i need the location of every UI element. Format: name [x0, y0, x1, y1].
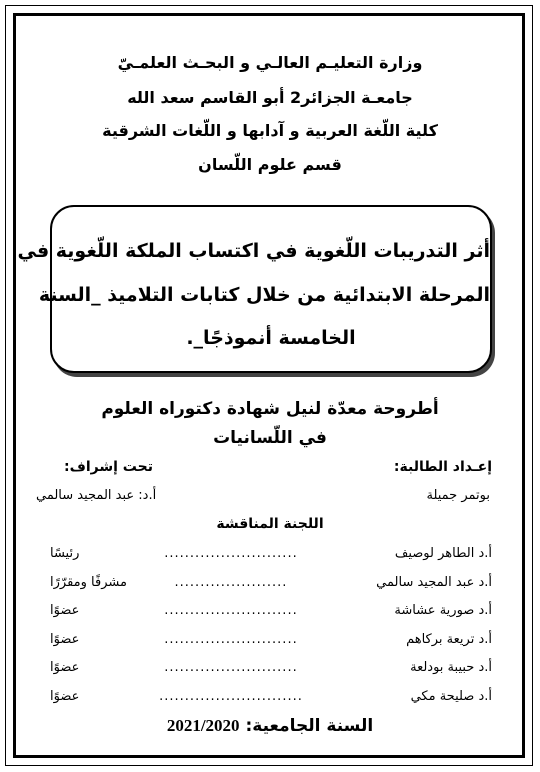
- committee-member-row: [50, 632, 492, 652]
- thesis-purpose: أطروحة معدّة لنيل شهادة دكتوراه العلوم: [101, 399, 439, 419]
- academic-year-label: السنة الجامعية:: [245, 716, 374, 736]
- committee-member-row: [50, 660, 492, 680]
- member-dots: ......................: [174, 575, 288, 590]
- academic-year-value: 2021/2020: [166, 716, 240, 735]
- department-name: قسم علوم اللّسان: [198, 155, 342, 174]
- student-name: بوتمر جميلة: [426, 488, 490, 503]
- member-role: عضوًا: [50, 689, 80, 704]
- thesis-title-line-3: الخامسة أنموذجًا_.: [186, 327, 356, 349]
- member-dots: ..........................: [164, 632, 298, 647]
- ministry-name: وزارة التعليـم العالـي و البحـث العلمـيّ: [117, 53, 423, 72]
- thesis-title-line-1: أثر التدريبات اللّغوية في اكتساب الملكة اللّغوية في: [17, 240, 490, 262]
- committee-member-row: [50, 546, 492, 566]
- supervisor-name: أ.د: عبد المجيد سالمي: [36, 488, 157, 503]
- faculty-name: كلية اللّغة العربية و آدابها و اللّغات الشرقية: [102, 121, 438, 140]
- member-name: أ.د صليحة مكي: [410, 689, 492, 704]
- member-name: أ.د صورية عشاشة: [394, 603, 492, 618]
- member-role: عضوًا: [50, 660, 80, 675]
- supervisor-label: تحت إشراف:: [64, 459, 153, 475]
- academic-year: [0, 716, 540, 736]
- university-name: جامعـة الجزائر2 أبو القاسم سعد الله: [127, 88, 413, 107]
- member-dots: ..........................: [164, 546, 298, 561]
- member-role: عضوًا: [50, 603, 80, 618]
- committee-member-row: [50, 575, 492, 595]
- member-dots: ............................: [159, 689, 303, 704]
- member-dots: ..........................: [164, 660, 298, 675]
- member-role: مشرفًا ومقرّرًا: [50, 575, 127, 590]
- member-name: أ.د عبد المجيد سالمي: [376, 575, 492, 590]
- thesis-title-box: [17, 205, 492, 373]
- member-name: أ.د حبيبة بودلعة: [410, 660, 492, 675]
- member-role: رئيسًا: [50, 546, 80, 561]
- member-name: أ.د الطاهر لوصيف: [394, 546, 492, 561]
- committee-member-row: [50, 603, 492, 623]
- member-dots: ..........................: [164, 603, 298, 618]
- member-name: أ.د تريعة بركاهم: [406, 632, 492, 647]
- committee-member-row: [50, 689, 492, 709]
- committee-title: اللجنة المناقشة: [216, 516, 324, 532]
- member-role: عضوًا: [50, 632, 80, 647]
- thesis-specialty: في اللّسانيات: [213, 428, 327, 448]
- student-label: إعـداد الطالبة:: [393, 459, 492, 475]
- thesis-title-line-2: المرحلة الابتدائية من خلال كتابات التلاميذ _السنة: [38, 284, 490, 306]
